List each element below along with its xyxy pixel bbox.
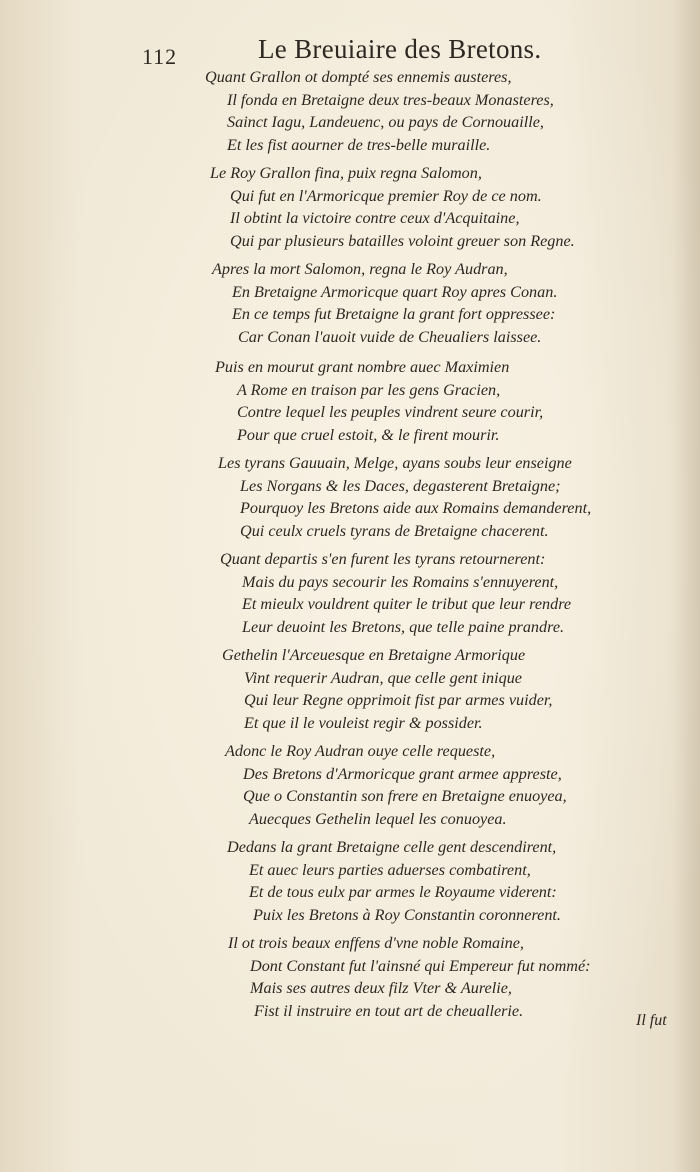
verse-line: En ce temps fut Bretaigne la grant fort oppressee: xyxy=(232,305,556,323)
verse-line: Les tyrans Gauuain, Melge, ayans soubs leur enseigne xyxy=(218,454,572,472)
stanza xyxy=(212,258,557,348)
verse-line: A Rome en traison par les gens Gracien, xyxy=(237,380,501,399)
verse-line: Puix les Bretons à Roy Constantin coronnerent. xyxy=(253,905,561,924)
verse-line: Leur deuoint les Bretons, que telle paine prandre. xyxy=(242,617,565,636)
verse-line: Et de tous eulx par armes le Royaume viderent: xyxy=(249,883,557,901)
stanza xyxy=(228,932,591,1022)
verse-line: Puis en mourut grant nombre auec Maximien xyxy=(215,358,510,376)
verse-line: Car Conan l'auoit vuide de Cheualiers laissee. xyxy=(238,327,542,346)
verse-line: Et que il le vouleist regir & possider. xyxy=(244,713,483,732)
verse-line: Sainct Iagu, Landeuenc, ou pays de Cornouaille, xyxy=(227,113,544,131)
verse-line: Il obtint la victoire contre ceux d'Acquitaine, xyxy=(230,209,520,227)
stanza xyxy=(215,356,543,446)
verse-line: Le Roy Grallon fina, puix regna Salomon, xyxy=(210,164,482,182)
verse-line: Pour que cruel estoit, & le firent mourir. xyxy=(237,425,500,444)
verse-line: Et mieulx vouldrent quiter le tribut que leur rendre xyxy=(242,595,572,613)
verse-line: Il ot trois beaux enffens d'vne noble Romaine, xyxy=(228,934,524,952)
verse-line: Il fonda en Bretaigne deux tres-beaux Monasteres, xyxy=(227,90,554,109)
verse-line: Qui leur Regne opprimoit fist par armes vuider, xyxy=(244,691,553,709)
verse-line: Pourquoy les Bretons aide aux Romains demanderent, xyxy=(240,499,592,517)
page-edge-shadow xyxy=(672,0,700,1172)
stanza xyxy=(222,644,552,734)
verse-line: Adonc le Roy Audran ouye celle requeste, xyxy=(225,742,496,760)
verse-line: Quant Grallon ot dompté ses ennemis austeres, xyxy=(205,68,512,86)
verse-line: Des Bretons d'Armoricque grant armee appreste, xyxy=(243,764,562,783)
verse-line: En Bretaigne Armoricque quart Roy apres Conan. xyxy=(232,282,558,301)
verse-line: Qui fut en l'Armoricque premier Roy de ce nom. xyxy=(230,186,542,205)
verse-line: Dedans la grant Bretaigne celle gent descendirent, xyxy=(227,838,557,856)
verse-line: Quant departis s'en furent les tyrans retournerent: xyxy=(220,550,546,568)
verse-line: Apres la mort Salomon, regna le Roy Audran, xyxy=(212,260,508,278)
verse-line: Mais ses autres deux filz Vter & Aurelie, xyxy=(250,979,512,997)
page-number: 112 xyxy=(142,44,178,69)
verse-line: Les Norgans & les Daces, degasterent Bretaigne; xyxy=(240,476,561,495)
verse-line: Contre lequel les peuples vindrent seure courir, xyxy=(237,403,544,421)
stanza xyxy=(210,162,575,252)
verse-line: Que o Constantin son frere en Bretaigne enuoyea, xyxy=(243,787,567,805)
verse-line: Qui ceulx cruels tyrans de Bretaigne chacerent. xyxy=(240,521,549,540)
running-title: Le Breuiaire des Bretons. xyxy=(258,34,542,64)
verse-line: Et auec leurs parties aduerses combatirent, xyxy=(249,860,531,879)
stanza xyxy=(225,740,567,830)
verse-line: Auecques Gethelin lequel les conuoyea. xyxy=(249,809,507,828)
stanza xyxy=(205,66,554,156)
verse-line: Mais du pays secourir les Romains s'ennuyerent, xyxy=(242,572,559,591)
stanza xyxy=(227,836,561,926)
stanza xyxy=(220,548,571,638)
verse-line: Fist il instruire en tout art de cheuallerie. xyxy=(254,1001,524,1020)
verse-line: Vint requerir Audran, que celle gent inique xyxy=(244,668,522,687)
verse-line: Qui par plusieurs batailles voloint greuer son Regne. xyxy=(230,231,575,250)
stanza xyxy=(218,452,591,542)
verse-line: Et les fist aourner de tres-belle muraille. xyxy=(227,135,491,154)
verse-line: Dont Constant fut l'ainsné qui Empereur fut nommé: xyxy=(250,956,591,975)
verse-line: Gethelin l'Arceuesque en Bretaigne Armorique xyxy=(222,646,526,664)
catchword: Il fut xyxy=(636,1012,667,1029)
